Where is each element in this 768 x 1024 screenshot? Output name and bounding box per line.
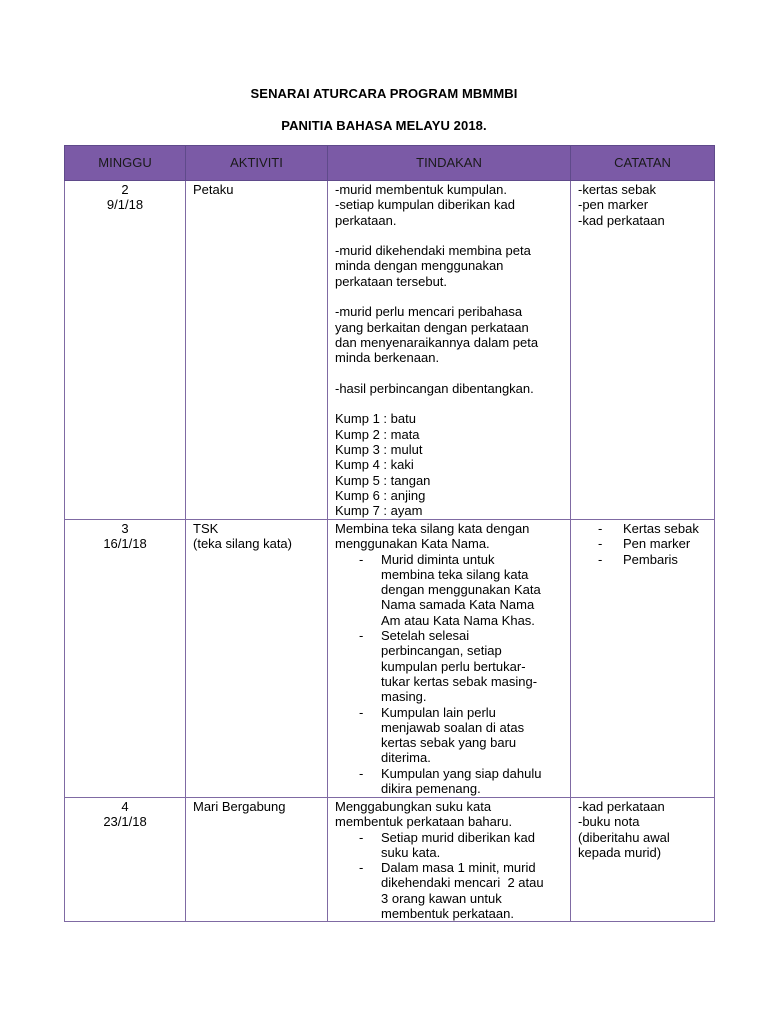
aktiviti-line: TSK: [193, 521, 219, 536]
text-line: kertas sebak yang baru: [381, 735, 517, 751]
table-row: [65, 520, 715, 798]
text-line: Nama samada Kata Nama: [381, 597, 535, 613]
text-line: Kump 1 : batu: [335, 411, 416, 427]
text-line: -murid dikehendaki membina peta: [335, 243, 531, 259]
text-line: menggunakan Kata Nama.: [335, 536, 490, 552]
table-header-row: [65, 146, 715, 181]
aktiviti-line: (teka silang kata): [193, 536, 292, 552]
tindakan-bullet-list: [335, 552, 563, 797]
text-line: membentuk perkataan.: [381, 906, 514, 922]
text-line: Kump 5 : tangan: [335, 472, 431, 488]
catatan-cell: [571, 181, 715, 520]
catatan-bullet-list: [578, 521, 707, 567]
tindakan-cell: [328, 520, 571, 798]
aktiviti-line: Mari Bergabung: [193, 799, 286, 814]
catatan-cell: [571, 520, 715, 798]
text-line: perkataan tersebut.: [335, 273, 448, 289]
text-line: membentuk perkataan baharu.: [335, 814, 513, 830]
text-line: - Setiap murid diberikan kad: [381, 829, 535, 845]
tindakan-paragraph: [335, 182, 563, 228]
week-number: 2: [121, 182, 129, 197]
catatan-line: (diberitahu awal: [578, 829, 670, 845]
text-line: menjawab soalan di atas: [381, 719, 525, 735]
list-item: [335, 860, 563, 921]
text-line: tukar kertas sebak masing-: [381, 673, 538, 689]
list-item: - Kertas sebak: [578, 521, 707, 536]
text-line: perbincangan, setiap: [381, 643, 502, 659]
list-item: - Pen marker: [578, 536, 707, 551]
list-item: [335, 766, 563, 797]
minggu-cell: [65, 798, 186, 922]
text-line: - Dalam masa 1 minit, murid: [381, 860, 536, 876]
header-tindakan: TINDAKAN: [328, 146, 571, 181]
text-line: Am atau Kata Nama Khas.: [381, 612, 535, 628]
header-aktiviti: AKTIVITI: [186, 146, 328, 181]
text-line: Kump 6 : anjing: [335, 487, 426, 503]
week-number: 3: [121, 521, 129, 536]
text-line: dikehendaki mencari 2 atau: [381, 875, 544, 891]
text-line: -murid perlu mencari peribahasa: [335, 304, 523, 320]
text-line: -hasil perbincangan dibentangkan.: [335, 380, 534, 396]
text-line: perkataan.: [335, 212, 397, 228]
week-date: 9/1/18: [106, 197, 144, 213]
tindakan-paragraph: [335, 243, 563, 289]
aktiviti-cell: [186, 520, 328, 798]
document-title: SENARAI ATURCARA PROGRAM MBMMBI: [250, 86, 518, 101]
text-line: Kump 3 : mulut: [335, 442, 423, 458]
list-item: [335, 552, 563, 628]
aktiviti-cell: [186, 181, 328, 520]
tindakan-paragraph: [335, 304, 563, 365]
catatan-line: -kad perkataan: [578, 799, 665, 814]
header-catatan: CATATAN: [571, 146, 715, 181]
week-date: 16/1/18: [103, 536, 147, 552]
text-line: Kump 7 : ayam: [335, 503, 423, 519]
text-line: - Murid diminta untuk: [381, 551, 495, 567]
text-line: Menggabungkan suku kata: [335, 799, 492, 814]
text-line: dikira pemenang.: [381, 781, 481, 797]
text-line: Kump 2 : mata: [335, 426, 420, 442]
kumpulan-list: [335, 411, 563, 518]
list-item: - Pembaris: [578, 552, 707, 567]
text-line: minda berkenaan.: [335, 350, 440, 366]
text-line: membina teka silang kata: [381, 566, 529, 582]
catatan-line: -kad perkataan: [578, 212, 665, 228]
document-subtitle: PANITIA BAHASA MELAYU 2018.: [281, 118, 487, 133]
tindakan-paragraph: [335, 381, 563, 396]
catatan-line: -buku nota: [578, 814, 640, 830]
text-line: dan menyenaraikannya dalam peta: [335, 334, 539, 350]
text-line: dengan menggunakan Kata: [381, 582, 541, 598]
table-row: [65, 798, 715, 922]
week-date: 23/1/18: [103, 814, 147, 830]
aktiviti-cell: [186, 798, 328, 922]
list-item: [335, 705, 563, 766]
schedule-table: [64, 145, 715, 922]
text-line: - Setelah selesai: [381, 628, 470, 644]
tindakan-bullet-list: [335, 830, 563, 922]
text-line: 3 orang kawan untuk: [381, 890, 502, 906]
catatan-line: -kertas sebak: [578, 182, 657, 197]
text-line: - Kumpulan lain perlu: [381, 704, 496, 720]
text-line: kumpulan perlu bertukar-: [381, 658, 526, 674]
text-line: yang berkaitan dengan perkataan: [335, 319, 529, 335]
header-minggu: MINGGU: [65, 146, 186, 181]
list-item: [335, 830, 563, 861]
aktiviti-line: Petaku: [193, 182, 234, 197]
text-line: Membina teka silang kata dengan: [335, 521, 530, 536]
tindakan-cell: [328, 181, 571, 520]
catatan-cell: [571, 798, 715, 922]
text-line: minda dengan menggunakan: [335, 258, 504, 274]
text-line: -setiap kumpulan diberikan kad: [335, 197, 515, 213]
minggu-cell: [65, 181, 186, 520]
text-line: masing.: [381, 689, 427, 705]
text-line: suku kata.: [381, 844, 441, 860]
week-number: 4: [121, 799, 129, 814]
text-line: -murid membentuk kumpulan.: [335, 182, 507, 197]
text-line: - Kumpulan yang siap dahulu: [381, 765, 542, 781]
text-line: Kump 4 : kaki: [335, 457, 414, 473]
tindakan-cell: [328, 798, 571, 922]
catatan-line: kepada murid): [578, 844, 662, 860]
catatan-line: -pen marker: [578, 197, 649, 213]
minggu-cell: [65, 520, 186, 798]
text-line: diterima.: [381, 750, 431, 766]
list-item: [335, 628, 563, 704]
table-row: [65, 181, 715, 520]
